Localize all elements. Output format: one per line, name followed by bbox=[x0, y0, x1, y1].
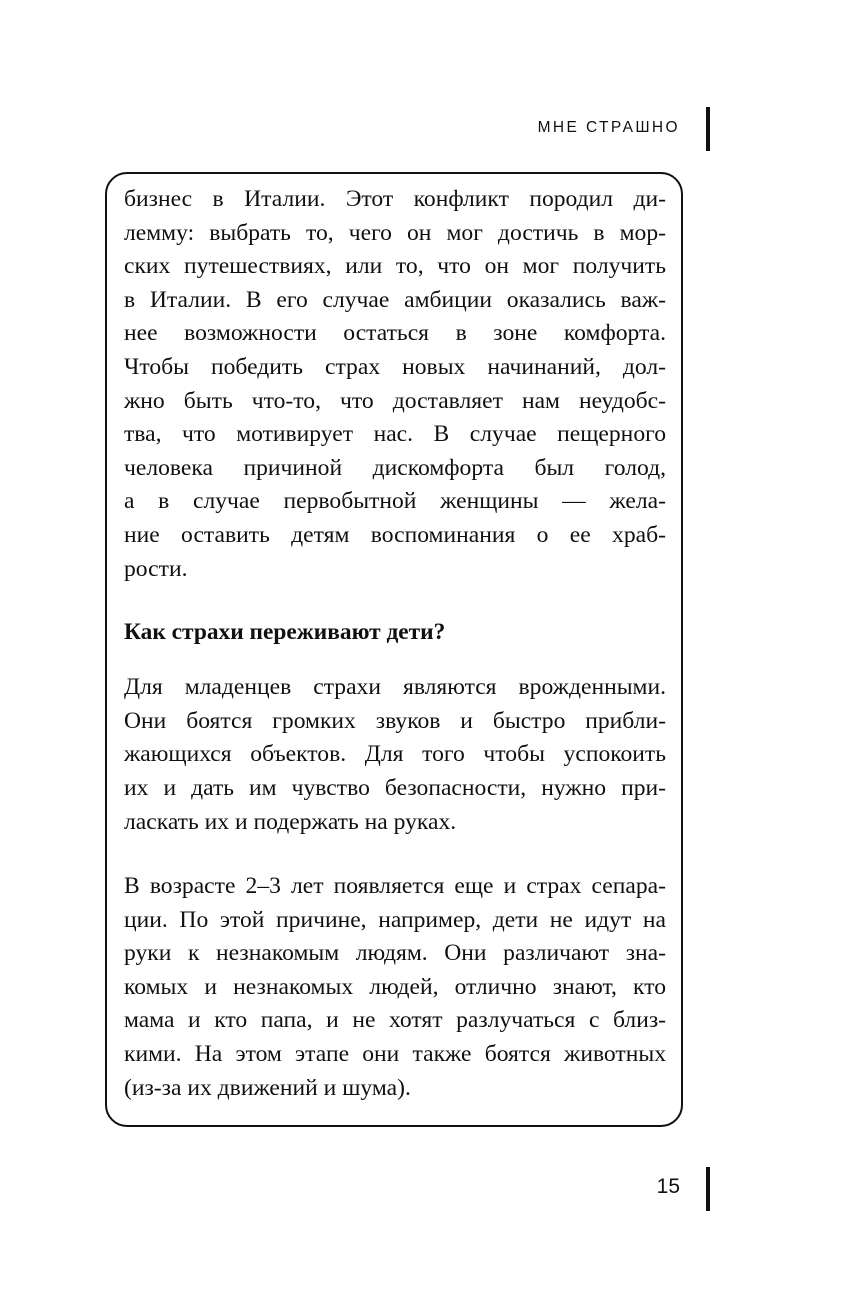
text-body bbox=[124, 183, 666, 1105]
text-line: бизнес в Италии. Этот конфликт породил ди- bbox=[124, 186, 666, 212]
running-head bbox=[538, 110, 680, 146]
text-line: их и дать им чувство безопасности, нужно при- bbox=[124, 774, 666, 801]
text-line: Они боятся громких звуков и быстро прибли- bbox=[124, 707, 666, 734]
text-line: нее возможности остаться в зоне комфорта. bbox=[124, 320, 666, 347]
text-line: Чтобы победить страх новых начинаний, дол- bbox=[124, 353, 666, 380]
text-line: (из-за их движений и шума). bbox=[124, 1074, 411, 1101]
text-line: В возрасте 2–3 лет появляется еще и страх сепара- bbox=[124, 873, 666, 900]
paragraph-3 bbox=[124, 870, 666, 1105]
text-line: рости. bbox=[124, 555, 188, 582]
text-line: в Италии. В его случае амбиции оказались важ- bbox=[124, 286, 666, 313]
text-line: комых и незнакомых людей, отлично знают, кто bbox=[124, 973, 666, 1000]
text-line: ских путешествиях, или то, что он мог получить bbox=[124, 253, 666, 280]
text-line: Для младенцев страхи являются врожденными. bbox=[124, 674, 666, 701]
text-line: тва, что мотивирует нас. В случае пещерного bbox=[124, 421, 666, 448]
text-line: лемму: выбрать то, чего он мог достичь в мор- bbox=[124, 219, 666, 246]
text-line: жающихся объектов. Для того чтобы успокоить bbox=[124, 741, 666, 768]
footer-rule bbox=[706, 1167, 710, 1211]
header-rule bbox=[706, 107, 710, 151]
text-line: мама и кто папа, и не хотят разлучаться с близ- bbox=[124, 1007, 666, 1034]
paragraph-2 bbox=[124, 671, 666, 839]
text-line: ции. По этой причине, например, дети не идут на bbox=[124, 906, 666, 933]
text-line: ние оставить детям воспоминания о ее храб- bbox=[124, 521, 666, 548]
page-number: 15 bbox=[656, 1175, 680, 1198]
text-line: а в случае первобытной женщины — жела- bbox=[124, 488, 666, 515]
text-line: руки к незнакомым людям. Они различают зна- bbox=[124, 940, 666, 967]
text-line: ласкать их и подержать на руках. bbox=[124, 808, 457, 835]
section-subheading: Как страхи переживают дети? bbox=[124, 619, 446, 646]
text-line: человека причиной дискомфорта был голод, bbox=[124, 454, 666, 481]
paragraph-1 bbox=[124, 183, 666, 586]
text-line: жно быть что-то, что доставляет нам неудобс- bbox=[124, 387, 666, 414]
running-head-label: МНЕ СТРАШНО bbox=[537, 119, 680, 136]
text-line: кими. На этом этапе они также боятся животных bbox=[124, 1041, 666, 1068]
